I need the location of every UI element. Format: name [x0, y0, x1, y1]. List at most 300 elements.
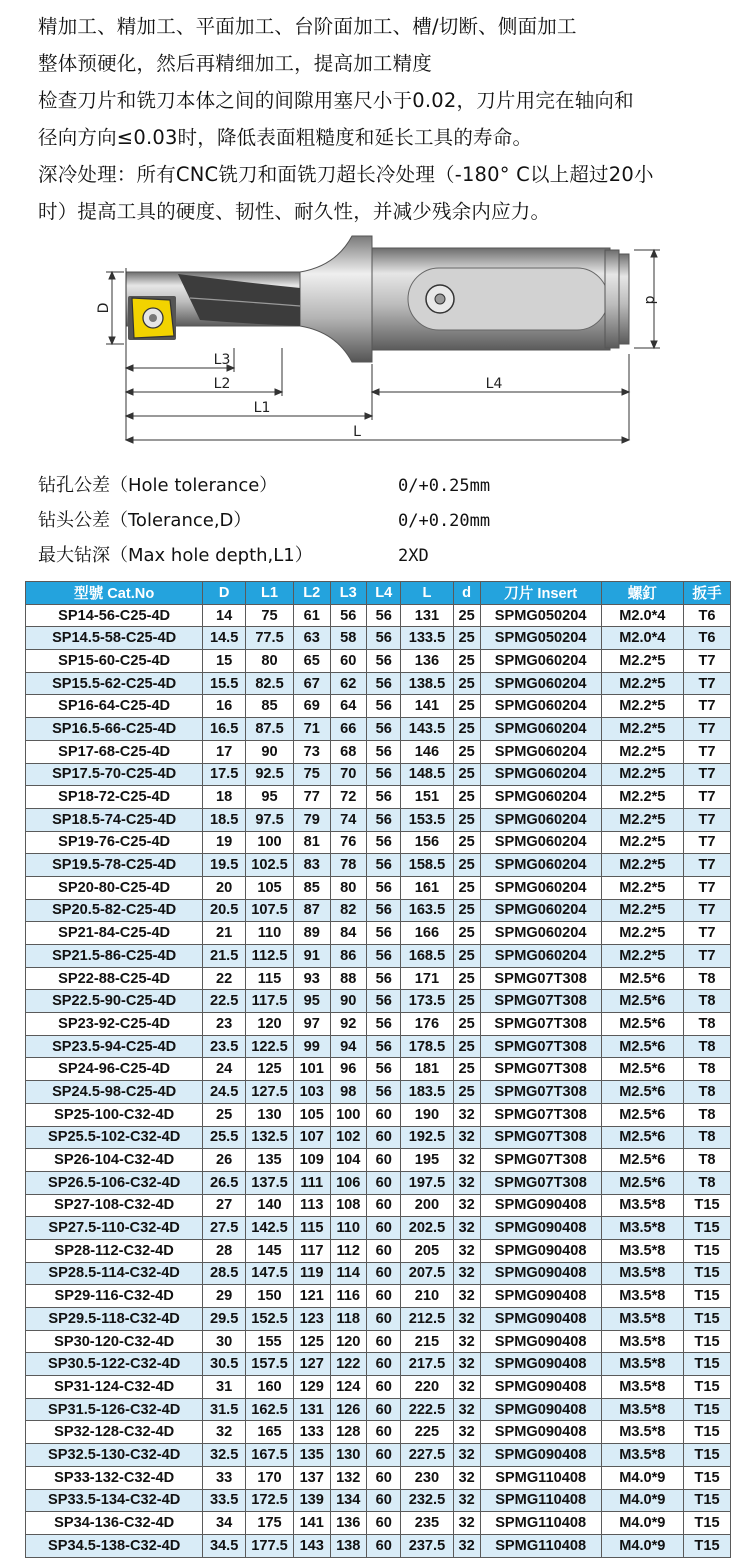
- drill-dimension-diagram: [0, 228, 750, 460]
- cell-L2: 75: [294, 763, 331, 786]
- cell-D: 34: [203, 1512, 246, 1535]
- cell-screw: M2.2*5: [601, 899, 683, 922]
- cell-cat-no: SP15.5-62-C25-4D: [26, 672, 203, 695]
- cell-insert: SPMG090408: [480, 1330, 601, 1353]
- cell-L4: 56: [367, 1013, 401, 1036]
- cell-wrench: T15: [684, 1239, 731, 1262]
- cell-cat-no: SP22-88-C25-4D: [26, 967, 203, 990]
- cell-L1: 135: [246, 1149, 294, 1172]
- cell-L1: 112.5: [246, 945, 294, 968]
- table-row: [26, 763, 731, 786]
- cell-d: 32: [453, 1444, 480, 1467]
- cell-L2: 91: [294, 945, 331, 968]
- cell-D: 21.5: [203, 945, 246, 968]
- cell-screw: M2.5*6: [601, 1035, 683, 1058]
- cell-wrench: T6: [684, 604, 731, 627]
- cell-L1: 147.5: [246, 1262, 294, 1285]
- table-row: [26, 1081, 731, 1104]
- dim-label-L1: L1: [253, 400, 271, 416]
- cell-wrench: T8: [684, 990, 731, 1013]
- cell-L: 171: [401, 967, 453, 990]
- cell-insert: SPMG07T308: [480, 990, 601, 1013]
- cell-D: 17.5: [203, 763, 246, 786]
- cell-L: 168.5: [401, 945, 453, 968]
- cell-L3: 120: [330, 1330, 367, 1353]
- cell-wrench: T8: [684, 1035, 731, 1058]
- cell-L2: 141: [294, 1512, 331, 1535]
- intro-line: 整体预硬化，然后再精细加工，提高加工精度: [38, 52, 433, 75]
- cell-cat-no: SP34.5-138-C32-4D: [26, 1534, 203, 1557]
- cell-L2: 127: [294, 1353, 331, 1376]
- cell-cat-no: SP29.5-118-C32-4D: [26, 1308, 203, 1331]
- cell-wrench: T15: [684, 1534, 731, 1557]
- cell-screw: M2.2*5: [601, 945, 683, 968]
- cell-screw: M2.5*6: [601, 1171, 683, 1194]
- cell-L: 235: [401, 1512, 453, 1535]
- cell-cat-no: SP28-112-C32-4D: [26, 1239, 203, 1262]
- cell-L: 143.5: [401, 718, 453, 741]
- table-row: [26, 1330, 731, 1353]
- cell-screw: M2.2*5: [601, 695, 683, 718]
- table-row: [26, 740, 731, 763]
- cell-cat-no: SP19.5-78-C25-4D: [26, 854, 203, 877]
- table-row: [26, 627, 731, 650]
- cell-L2: 99: [294, 1035, 331, 1058]
- cell-L1: 115: [246, 967, 294, 990]
- cell-L2: 77: [294, 786, 331, 809]
- cell-screw: M2.2*5: [601, 854, 683, 877]
- cell-D: 16.5: [203, 718, 246, 741]
- table-row: [26, 1126, 731, 1149]
- table-row: [26, 831, 731, 854]
- cell-wrench: T8: [684, 1149, 731, 1172]
- cell-L: 138.5: [401, 672, 453, 695]
- cell-d: 25: [453, 945, 480, 968]
- cell-L: 192.5: [401, 1126, 453, 1149]
- cell-L: 181: [401, 1058, 453, 1081]
- table-row: [26, 1013, 731, 1036]
- cell-L2: 69: [294, 695, 331, 718]
- cell-insert: SPMG060204: [480, 650, 601, 673]
- cell-L3: 84: [330, 922, 367, 945]
- cell-L4: 60: [367, 1262, 401, 1285]
- cell-insert: SPMG07T308: [480, 967, 601, 990]
- cell-L1: 172.5: [246, 1489, 294, 1512]
- cell-D: 20: [203, 876, 246, 899]
- cell-L1: 92.5: [246, 763, 294, 786]
- cell-L4: 56: [367, 990, 401, 1013]
- cell-screw: M2.2*5: [601, 876, 683, 899]
- cell-cat-no: SP25.5-102-C32-4D: [26, 1126, 203, 1149]
- col-header-L: L: [401, 582, 453, 605]
- cell-L3: 132: [330, 1466, 367, 1489]
- col-header-cat-no: 型號 Cat.No: [26, 582, 203, 605]
- cell-screw: M3.5*8: [601, 1376, 683, 1399]
- col-header-L2: L2: [294, 582, 331, 605]
- cell-cat-no: SP34-136-C32-4D: [26, 1512, 203, 1535]
- cell-insert: SPMG07T308: [480, 1126, 601, 1149]
- cell-L: 151: [401, 786, 453, 809]
- cell-L4: 56: [367, 808, 401, 831]
- table-row: [26, 1466, 731, 1489]
- cell-wrench: T15: [684, 1466, 731, 1489]
- cell-L: 173.5: [401, 990, 453, 1013]
- cell-wrench: T7: [684, 695, 731, 718]
- dim-label-d: d: [642, 295, 658, 305]
- cell-D: 23.5: [203, 1035, 246, 1058]
- cell-L4: 60: [367, 1126, 401, 1149]
- cell-wrench: T7: [684, 740, 731, 763]
- cell-cat-no: SP22.5-90-C25-4D: [26, 990, 203, 1013]
- cell-d: 25: [453, 967, 480, 990]
- cell-L1: 140: [246, 1194, 294, 1217]
- cell-L1: 117.5: [246, 990, 294, 1013]
- cell-wrench: T15: [684, 1194, 731, 1217]
- cell-d: 25: [453, 604, 480, 627]
- cell-insert: SPMG060204: [480, 695, 601, 718]
- cell-L4: 56: [367, 650, 401, 673]
- cell-L4: 56: [367, 695, 401, 718]
- cell-L: 183.5: [401, 1081, 453, 1104]
- cell-wrench: T15: [684, 1376, 731, 1399]
- cell-screw: M4.0*9: [601, 1466, 683, 1489]
- cell-L2: 93: [294, 967, 331, 990]
- cell-L2: 109: [294, 1149, 331, 1172]
- intro-text: [38, 8, 738, 230]
- cell-L2: 115: [294, 1217, 331, 1240]
- cell-L3: 58: [330, 627, 367, 650]
- cell-d: 25: [453, 672, 480, 695]
- cell-screw: M2.5*6: [601, 967, 683, 990]
- cell-wrench: T7: [684, 899, 731, 922]
- cell-D: 33.5: [203, 1489, 246, 1512]
- cell-D: 26.5: [203, 1171, 246, 1194]
- cell-L3: 72: [330, 786, 367, 809]
- cell-L1: 150: [246, 1285, 294, 1308]
- intro-line: 深冷处理：所有CNC铣刀和面铣刀超长冷处理（-180° C以上超过20小: [38, 163, 654, 186]
- cell-cat-no: SP27-108-C32-4D: [26, 1194, 203, 1217]
- cell-L: 207.5: [401, 1262, 453, 1285]
- cell-L1: 177.5: [246, 1534, 294, 1557]
- cell-L2: 97: [294, 1013, 331, 1036]
- cell-d: 32: [453, 1194, 480, 1217]
- intro-line: 时）提高工具的硬度、韧性、耐久性，并减少残余内应力。: [38, 200, 551, 223]
- cell-D: 24.5: [203, 1081, 246, 1104]
- cell-screw: M3.5*8: [601, 1217, 683, 1240]
- cell-L4: 60: [367, 1512, 401, 1535]
- cell-D: 15: [203, 650, 246, 673]
- cell-wrench: T15: [684, 1217, 731, 1240]
- cell-L3: 76: [330, 831, 367, 854]
- cell-D: 21: [203, 922, 246, 945]
- cell-L1: 175: [246, 1512, 294, 1535]
- cell-insert: SPMG090408: [480, 1444, 601, 1467]
- cell-L4: 56: [367, 922, 401, 945]
- cell-L1: 100: [246, 831, 294, 854]
- cell-L1: 167.5: [246, 1444, 294, 1467]
- cell-L4: 60: [367, 1534, 401, 1557]
- cell-insert: SPMG07T308: [480, 1081, 601, 1104]
- cell-L2: 63: [294, 627, 331, 650]
- cell-L: 156: [401, 831, 453, 854]
- table-row: [26, 1149, 731, 1172]
- cell-L4: 60: [367, 1103, 401, 1126]
- cell-screw: M2.0*4: [601, 604, 683, 627]
- col-header-insert: 刀片 Insert: [480, 582, 601, 605]
- cell-L4: 60: [367, 1421, 401, 1444]
- cell-screw: M2.5*6: [601, 1081, 683, 1104]
- cell-L: 176: [401, 1013, 453, 1036]
- cell-d: 25: [453, 854, 480, 877]
- cell-screw: M4.0*9: [601, 1489, 683, 1512]
- cell-cat-no: SP32-128-C32-4D: [26, 1421, 203, 1444]
- cell-L3: 74: [330, 808, 367, 831]
- cell-insert: SPMG060204: [480, 876, 601, 899]
- cell-L: 197.5: [401, 1171, 453, 1194]
- tolerance-specs: [38, 468, 638, 573]
- cell-L3: 60: [330, 650, 367, 673]
- cell-D: 34.5: [203, 1534, 246, 1557]
- cell-d: 32: [453, 1103, 480, 1126]
- cell-insert: SPMG060204: [480, 831, 601, 854]
- cell-D: 27.5: [203, 1217, 246, 1240]
- cell-wrench: T15: [684, 1353, 731, 1376]
- cell-D: 20.5: [203, 899, 246, 922]
- cell-wrench: T6: [684, 627, 731, 650]
- cell-L4: 60: [367, 1444, 401, 1467]
- cell-cat-no: SP26.5-106-C32-4D: [26, 1171, 203, 1194]
- cell-L3: 126: [330, 1398, 367, 1421]
- cell-D: 16: [203, 695, 246, 718]
- cell-insert: SPMG110408: [480, 1489, 601, 1512]
- cell-screw: M2.0*4: [601, 627, 683, 650]
- cell-insert: SPMG060204: [480, 740, 601, 763]
- cell-L3: 106: [330, 1171, 367, 1194]
- cell-L1: 160: [246, 1376, 294, 1399]
- dim-label-D: D: [96, 302, 112, 314]
- cell-wrench: T8: [684, 1171, 731, 1194]
- cell-L4: 56: [367, 1035, 401, 1058]
- cell-insert: SPMG07T308: [480, 1013, 601, 1036]
- cell-cat-no: SP14.5-58-C25-4D: [26, 627, 203, 650]
- table-row: [26, 967, 731, 990]
- cell-D: 32.5: [203, 1444, 246, 1467]
- cell-insert: SPMG060204: [480, 899, 601, 922]
- cell-insert: SPMG090408: [480, 1308, 601, 1331]
- cell-L1: 90: [246, 740, 294, 763]
- cell-wrench: T8: [684, 1081, 731, 1104]
- cell-L2: 105: [294, 1103, 331, 1126]
- cell-d: 25: [453, 899, 480, 922]
- cell-insert: SPMG060204: [480, 786, 601, 809]
- cell-D: 30: [203, 1330, 246, 1353]
- cell-L2: 107: [294, 1126, 331, 1149]
- cell-insert: SPMG050204: [480, 627, 601, 650]
- cell-cat-no: SP19-76-C25-4D: [26, 831, 203, 854]
- cell-L3: 130: [330, 1444, 367, 1467]
- cell-insert: SPMG060204: [480, 672, 601, 695]
- cell-L2: 131: [294, 1398, 331, 1421]
- cell-insert: SPMG060204: [480, 718, 601, 741]
- cell-L3: 108: [330, 1194, 367, 1217]
- cell-cat-no: SP33.5-134-C32-4D: [26, 1489, 203, 1512]
- cell-D: 29: [203, 1285, 246, 1308]
- cell-screw: M2.2*5: [601, 786, 683, 809]
- table-row: [26, 718, 731, 741]
- cell-L3: 124: [330, 1376, 367, 1399]
- product-table-container: [25, 581, 731, 1558]
- cell-L2: 85: [294, 876, 331, 899]
- cell-L4: 56: [367, 1058, 401, 1081]
- cell-L4: 60: [367, 1466, 401, 1489]
- cell-D: 22.5: [203, 990, 246, 1013]
- cell-d: 25: [453, 718, 480, 741]
- spec-drill-tolerance: [38, 503, 638, 538]
- cell-cat-no: SP16.5-66-C25-4D: [26, 718, 203, 741]
- cell-L2: 137: [294, 1466, 331, 1489]
- cell-L: 148.5: [401, 763, 453, 786]
- cell-L: 166: [401, 922, 453, 945]
- table-row: [26, 1035, 731, 1058]
- col-header-screw: 螺釘: [601, 582, 683, 605]
- cell-L1: 82.5: [246, 672, 294, 695]
- dim-label-L2: L2: [213, 376, 231, 392]
- cell-L: 230: [401, 1466, 453, 1489]
- cell-D: 14.5: [203, 627, 246, 650]
- cell-d: 25: [453, 808, 480, 831]
- table-row: [26, 990, 731, 1013]
- cell-d: 32: [453, 1262, 480, 1285]
- cell-L: 153.5: [401, 808, 453, 831]
- cell-wrench: T15: [684, 1308, 731, 1331]
- cell-wrench: T15: [684, 1262, 731, 1285]
- cell-d: 25: [453, 990, 480, 1013]
- cell-L1: 97.5: [246, 808, 294, 831]
- cell-cat-no: SP24.5-98-C25-4D: [26, 1081, 203, 1104]
- cell-screw: M2.5*6: [601, 1126, 683, 1149]
- cell-L3: 118: [330, 1308, 367, 1331]
- table-header-row: [26, 582, 731, 605]
- cell-D: 25.5: [203, 1126, 246, 1149]
- cell-insert: SPMG090408: [480, 1285, 601, 1308]
- spec-hole-tolerance: [38, 468, 638, 503]
- cell-wrench: T15: [684, 1512, 731, 1535]
- cell-screw: M2.2*5: [601, 650, 683, 673]
- col-header-wrench: 扳手: [684, 582, 731, 605]
- cell-insert: SPMG090408: [480, 1353, 601, 1376]
- table-row: [26, 1398, 731, 1421]
- table-row: [26, 650, 731, 673]
- cell-d: 25: [453, 1013, 480, 1036]
- table-row: [26, 1171, 731, 1194]
- cell-d: 25: [453, 763, 480, 786]
- cell-d: 32: [453, 1534, 480, 1557]
- cell-L4: 56: [367, 718, 401, 741]
- cell-screw: M2.2*5: [601, 672, 683, 695]
- cell-insert: SPMG110408: [480, 1512, 601, 1535]
- cell-cat-no: SP26-104-C32-4D: [26, 1149, 203, 1172]
- cell-d: 32: [453, 1330, 480, 1353]
- cell-wrench: T7: [684, 945, 731, 968]
- intro-line: 检查刀片和铣刀本体之间的间隙用塞尺小于0.02，刀片用完在轴向和: [38, 89, 634, 112]
- table-row: [26, 808, 731, 831]
- cell-D: 17: [203, 740, 246, 763]
- cell-d: 25: [453, 1058, 480, 1081]
- cell-L2: 125: [294, 1330, 331, 1353]
- cell-d: 25: [453, 695, 480, 718]
- cell-cat-no: SP30-120-C32-4D: [26, 1330, 203, 1353]
- cell-wrench: T7: [684, 876, 731, 899]
- cell-L2: 111: [294, 1171, 331, 1194]
- cell-wrench: T15: [684, 1330, 731, 1353]
- cell-L: 220: [401, 1376, 453, 1399]
- cell-cat-no: SP30.5-122-C32-4D: [26, 1353, 203, 1376]
- cell-insert: SPMG060204: [480, 854, 601, 877]
- cell-L2: 123: [294, 1308, 331, 1331]
- cell-D: 23: [203, 1013, 246, 1036]
- cell-cat-no: SP18.5-74-C25-4D: [26, 808, 203, 831]
- cell-wrench: T8: [684, 1103, 731, 1126]
- cell-L2: 95: [294, 990, 331, 1013]
- cell-L2: 101: [294, 1058, 331, 1081]
- table-row: [26, 786, 731, 809]
- cell-wrench: T7: [684, 808, 731, 831]
- intro-line: 精加工、精加工、平面加工、台阶面加工、槽/切断、侧面加工: [38, 15, 577, 38]
- cell-d: 25: [453, 740, 480, 763]
- cell-L2: 79: [294, 808, 331, 831]
- col-header-d: d: [453, 582, 480, 605]
- cell-L3: 136: [330, 1512, 367, 1535]
- cell-D: 15.5: [203, 672, 246, 695]
- cell-wrench: T8: [684, 1058, 731, 1081]
- cell-insert: SPMG07T308: [480, 1035, 601, 1058]
- cell-wrench: T7: [684, 672, 731, 695]
- table-row: [26, 1285, 731, 1308]
- cell-d: 32: [453, 1126, 480, 1149]
- cell-cat-no: SP31.5-126-C32-4D: [26, 1398, 203, 1421]
- cell-L3: 110: [330, 1217, 367, 1240]
- cell-wrench: T7: [684, 786, 731, 809]
- cell-insert: SPMG090408: [480, 1398, 601, 1421]
- spec-value: 2XD: [398, 546, 429, 566]
- cell-L4: 60: [367, 1149, 401, 1172]
- cell-cat-no: SP28.5-114-C32-4D: [26, 1262, 203, 1285]
- cell-screw: M4.0*9: [601, 1534, 683, 1557]
- cell-L: 237.5: [401, 1534, 453, 1557]
- cell-d: 32: [453, 1512, 480, 1535]
- cell-screw: M2.5*6: [601, 1058, 683, 1081]
- cell-L2: 133: [294, 1421, 331, 1444]
- cell-insert: SPMG090408: [480, 1239, 601, 1262]
- cell-d: 32: [453, 1149, 480, 1172]
- cell-L4: 56: [367, 786, 401, 809]
- table-row: [26, 945, 731, 968]
- cell-screw: M2.2*5: [601, 808, 683, 831]
- cell-L1: 127.5: [246, 1081, 294, 1104]
- cell-L2: 67: [294, 672, 331, 695]
- cell-wrench: T8: [684, 967, 731, 990]
- cell-D: 19: [203, 831, 246, 854]
- cell-L4: 60: [367, 1398, 401, 1421]
- cell-D: 30.5: [203, 1353, 246, 1376]
- cell-L4: 60: [367, 1217, 401, 1240]
- cell-L3: 104: [330, 1149, 367, 1172]
- cell-cat-no: SP21.5-86-C25-4D: [26, 945, 203, 968]
- cell-screw: M2.2*5: [601, 740, 683, 763]
- cell-L1: 162.5: [246, 1398, 294, 1421]
- cell-D: 33: [203, 1466, 246, 1489]
- cell-wrench: T7: [684, 718, 731, 741]
